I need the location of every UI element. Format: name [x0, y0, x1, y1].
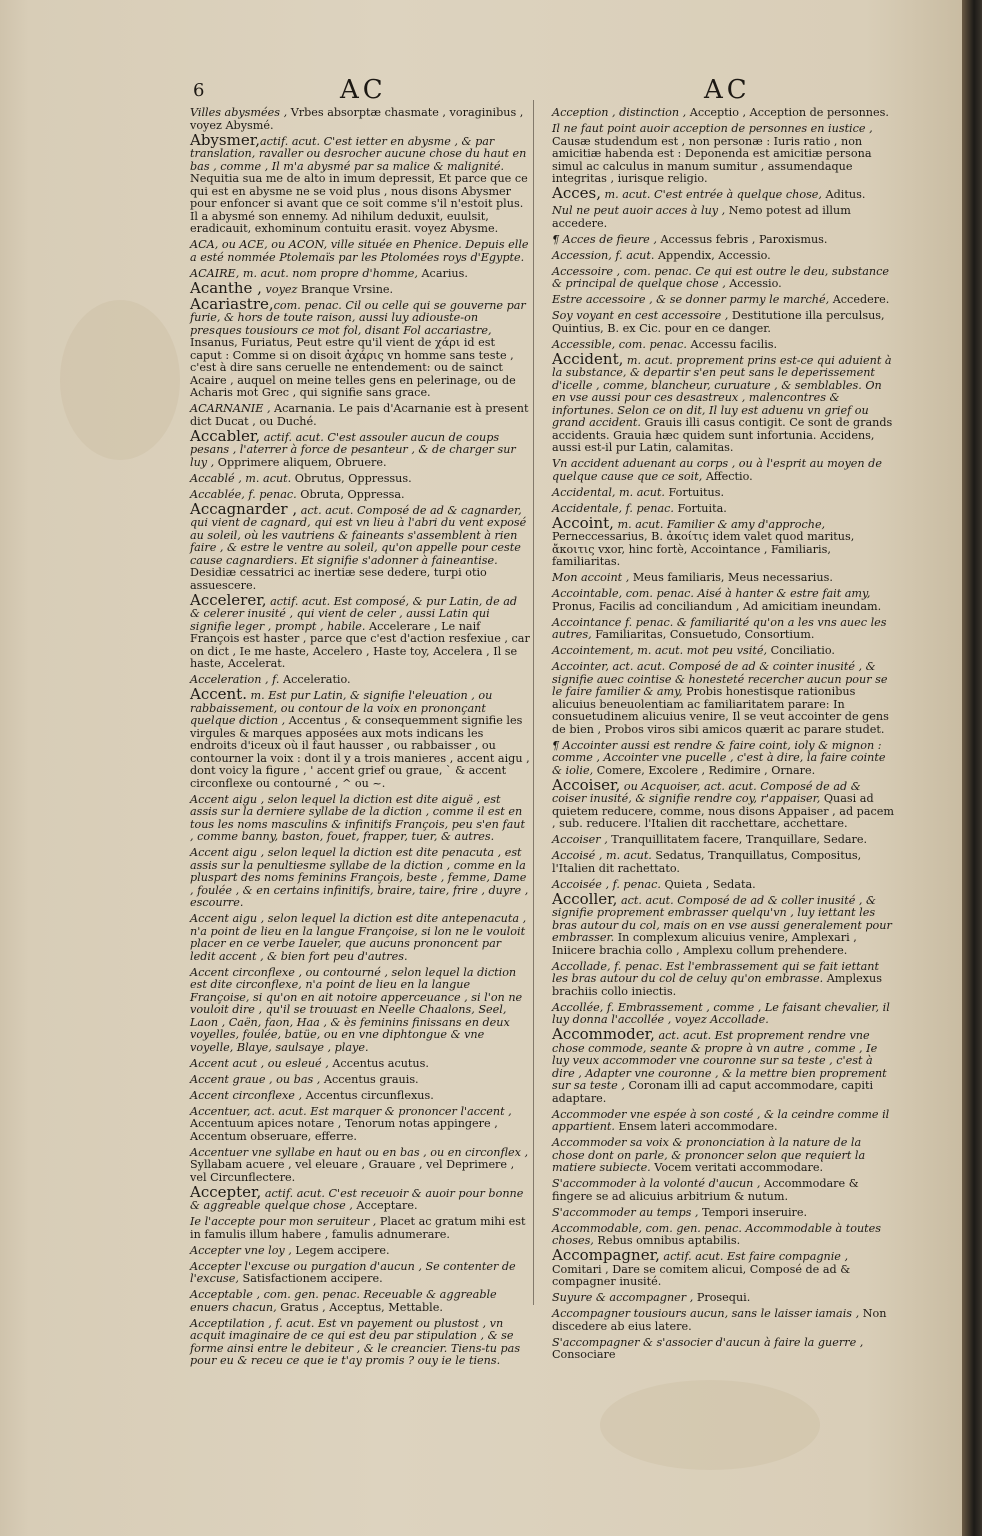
- latin-gloss: Quieta , Sedata.: [660, 877, 756, 891]
- french-gloss: Villes abysmées ,: [190, 106, 288, 119]
- french-gloss: ¶ Acces de fieure ,: [552, 232, 657, 246]
- page-number: 6: [193, 80, 205, 101]
- dictionary-entry: [540, 738, 896, 778]
- latin-gloss: Accedere.: [829, 293, 890, 306]
- dictionary-entry: [178, 685, 530, 790]
- french-gloss: Accepter l'excuse ou purgation d'aucun , Se contenter de l'excuse,: [190, 1259, 516, 1285]
- latin-gloss: Accentuum apices notare , Tenorum notas appingere , Accentum obseruare, efferre.: [190, 1117, 498, 1143]
- latin-gloss: Non discedere ab eius latere.: [552, 1307, 887, 1333]
- latin-gloss: Tempori inseruire.: [698, 1205, 808, 1219]
- dictionary-entry: [540, 513, 896, 569]
- dictionary-entry: [540, 456, 896, 483]
- latin-gloss: Nemo potest ad illum accedere.: [552, 204, 851, 230]
- french-gloss: Accent aigu , selon lequel la diction est dite antepenacuta , n'a point de lieu en la langue Françoise, si lon ne le vouloit placer en ce verbe Iaueler, que aucuns prononcent par ledit accent , & bien fort peu d'autres.: [190, 912, 527, 963]
- headword: Accelerer,: [190, 590, 267, 609]
- latin-gloss: Acarius.: [417, 266, 468, 280]
- latin-gloss: Aditus.: [822, 188, 866, 201]
- french-gloss: ACARNANIE ,: [190, 402, 271, 415]
- latin-gloss: Sedatus, Tranquillatus, Compositus, l'Italien dit rachettato.: [552, 849, 862, 875]
- french-gloss: Accollée, f. Embrassement , comme , Le faisant chevalier, il luy donna l'accollée , voyez Accollade.: [552, 1000, 890, 1026]
- latin-gloss: Comitari , Dare se comitem alicui, Composé de ad & compagner inusité.: [552, 1262, 851, 1288]
- headword: Accommoder,: [552, 1025, 655, 1043]
- latin-gloss: Insanus, Furiatus, Peut estre qu'il vient de χάρι id est caput : Comme si on disoit ἀχάρις vn homme sans teste , c'est à dire sans ceruelle ne entendement: ou de sainct Acaire , auquel on meine telles gens en pelerinage, ou de Acharis mot Grec , qui signifie sans grace.: [190, 336, 516, 399]
- headword: Accagnarder ,: [190, 499, 298, 518]
- headword: Acanthe ,: [190, 278, 262, 297]
- french-gloss: Accoiser ,: [552, 833, 608, 846]
- latin-gloss: Familiaritas, Consuetudo, Consortium.: [591, 628, 815, 641]
- dictionary-entry: [540, 848, 896, 875]
- latin-gloss: Rebus omnibus aptabilis.: [593, 1234, 741, 1247]
- headword: Accent.: [190, 685, 247, 703]
- headword: Acces,: [552, 184, 601, 202]
- dictionary-entry: [178, 1145, 530, 1185]
- latin-gloss: Causæ studendum est , non personæ : Iuris ratio , non amicitiæ habenda est : Deponenda est amicitiæ persona simul ac calculus in manum sumitur , assumendaque integritas , iurisque religio.: [552, 134, 872, 185]
- french-gloss: Soy voyant en cest accessoire ,: [552, 309, 729, 322]
- headword: Accepter,: [190, 1182, 262, 1201]
- french-gloss: Accommoder sa voix & prononciation à la nature de la chose dont on parle, & prononcer selon que requiert la matiere subiecte.: [552, 1136, 866, 1174]
- dictionary-entry: [178, 1287, 530, 1314]
- latin-gloss: Vrbes absorptæ chasmate , voraginibus , voyez Abysmé.: [190, 106, 524, 132]
- latin-gloss: Accessus febris , Paroxismus.: [656, 232, 828, 246]
- french-gloss: ACA, ou ACE, ou ACON, ville située en Phenice. Depuis elle a esté nommée Ptolemaïs par les Ptolomées roys d'Egypte.: [190, 238, 529, 264]
- dictionary-entry: [540, 832, 896, 847]
- headword: Acariastre,: [190, 294, 274, 313]
- dictionary-entry: [540, 775, 896, 831]
- latin-gloss: Obruta, Oppressa.: [296, 487, 405, 501]
- dictionary-entry: [178, 105, 530, 132]
- latin-gloss: Branque Vrsine.: [297, 282, 394, 296]
- french-gloss: S'accompagner & s'associer d'aucun à faire la guerre ,: [552, 1335, 864, 1349]
- dictionary-entry: [540, 121, 896, 186]
- french-gloss: Accablée, f. penac.: [190, 487, 297, 501]
- latin-gloss: Vocem veritati accommodare.: [650, 1161, 824, 1174]
- latin-gloss: Fortuitus.: [664, 485, 725, 499]
- french-gloss: Nul ne peut auoir acces à luy ,: [552, 204, 726, 217]
- dictionary-entry: [540, 643, 896, 658]
- dictionary-entry: [540, 1221, 896, 1248]
- headword: Accompagner,: [552, 1246, 660, 1264]
- headword: Accabler,: [190, 426, 261, 445]
- latin-gloss: Acarnania. Le pais d'Acarnanie est à present dict Ducat , ou Duché.: [190, 402, 529, 428]
- latin-gloss: Acceptio , Acception de personnes.: [686, 106, 889, 119]
- french-gloss: Accointable, com. penac. Aisé à hanter & estre fait amy,: [552, 587, 871, 600]
- running-header-left: AC: [340, 75, 387, 105]
- french-gloss: Accentuer vne syllabe en haut ou en bas , ou en circonflex ,: [190, 1145, 529, 1159]
- latin-gloss: Syllabam acuere , vel eleuare , Grauare , vel Deprimere , vel Circunflectere.: [190, 1158, 515, 1184]
- dictionary-entry: [540, 1290, 896, 1305]
- latin-gloss: Accommodare & fingere se ad alicuius arbitrium & nutum.: [552, 1177, 859, 1203]
- dictionary-entry: [540, 232, 896, 247]
- latin-gloss: Prosequi.: [693, 1291, 751, 1304]
- latin-gloss: Ensem lateri accommodare.: [614, 1120, 778, 1133]
- latin-gloss: Amplexus brachiis collo iniectis.: [552, 972, 883, 998]
- book-spine: [962, 0, 982, 1536]
- french-gloss: Mon accoint ,: [552, 571, 630, 584]
- dictionary-entry: [178, 845, 530, 910]
- headword: Accident,: [552, 349, 624, 368]
- dictionary-entry: [178, 401, 530, 428]
- french-gloss: act. acut. Composé de ad & coller inusité , & signifie proprement embrasser quelqu'vn , luy iettant les bras autour du col, mais on en vse aussi generalement pour embrasser.: [552, 893, 892, 944]
- dictionary-entry: [178, 1104, 530, 1144]
- french-gloss: Accommoder vne espée à son costé , & la ceindre comme il appartient.: [552, 1107, 890, 1133]
- dictionary-entry: [178, 1088, 530, 1103]
- dictionary-entry: [540, 1205, 896, 1220]
- french-gloss: Acceleration , f.: [190, 673, 280, 686]
- french-gloss: Accentuer, act. acut. Est marquer & prononcer l'accent ,: [190, 1104, 512, 1118]
- latin-gloss: Obrutus, Oppressus.: [291, 471, 412, 485]
- french-gloss: Accablé , m. acut.: [190, 471, 292, 485]
- dictionary-entry: [178, 1182, 530, 1213]
- dictionary-entry: [540, 1335, 896, 1362]
- dictionary-entry: [178, 471, 530, 486]
- dictionary-entry: [540, 1306, 896, 1333]
- latin-gloss: Perneccessarius, B. ἀκοίτις idem valet quod maritus, ἄκοιτις vxor, hinc fortè, Accointance , Familiaris, familiaritas.: [552, 530, 855, 568]
- dictionary-entry: [540, 485, 896, 500]
- dictionary-entry: [540, 264, 896, 291]
- latin-gloss: Legem accipere.: [291, 1243, 390, 1257]
- dictionary-entry: [540, 184, 896, 202]
- french-gloss: Accent circonflexe , ou contourné , selon lequel la diction est dite circonflexe, n'a point de lieu en la langue Françoise, si qu'on en ait notoire apperceuance , si l'on ne vouloit dire , qu'il se trouuast en Neelle Chaalons, Seel, Laon , Caën, faon, Haa , & ès feminins finissans en deux voyelles, foulée, batüe, ou en vne diphtongue & vne voyelle, Blaye, saulsaye , playe.: [190, 965, 523, 1054]
- french-gloss: Accollade, f. penac. Est l'embrassement qui se fait iettant les bras autour du col de celuy qu'on embrasse.: [552, 959, 879, 985]
- dictionary-entry: [540, 308, 896, 335]
- dictionary-entry: [178, 911, 530, 963]
- headword: Accoller,: [552, 889, 618, 908]
- latin-gloss: Pronus, Facilis ad conciliandum , Ad amicitiam ineundam.: [552, 599, 882, 613]
- dictionary-entry: [178, 1056, 530, 1071]
- french-gloss: voyez: [261, 282, 298, 296]
- latin-gloss: Nequitia sua me de alto in imum depressit, Et parce que ce qui est en abysme ne se void plus , nous disons Abysmer pour enfoncer si avant que ce soit comme s'il n'estoit plus. Il a abysmé son ennemy. Ad nihilum deduxit, euulsit, eradicauit, exhominum contuitu erasit. voyez Abysme.: [190, 172, 528, 235]
- dictionary-entry: [178, 1072, 530, 1087]
- latin-gloss: Grauis illi casus contigit. Ce sont de grands accidents. Grauia hæc quidem sunt infortunia. Accidens, aussi est-il pur Latin, calamitas.: [552, 416, 893, 454]
- french-gloss: ou Acquoiser, act. acut. Composé de ad & coiser inusité, & signifie rendre coy, r'appaiser,: [552, 779, 861, 805]
- dictionary-entry: [178, 1214, 530, 1241]
- dictionary-entry: [540, 1025, 896, 1105]
- latin-gloss: Consociare: [552, 1348, 616, 1361]
- latin-gloss: Gratus , Acceptus, Mettable.: [276, 1300, 443, 1314]
- latin-gloss: Desidiæ cessatrici ac inertiæ sese dedere, turpi otio assuescere.: [190, 566, 487, 592]
- dictionary-entry: [540, 292, 896, 307]
- latin-gloss: Acceptare.: [352, 1199, 418, 1212]
- paper-stain: [600, 1380, 820, 1470]
- french-gloss: Acceptilation , f. acut. Est vn payement ou plustost , vn acquit imaginaire de ce qui est deu par stipulation , & se forme ainsi entre le debiteur , & le creancier. Tiens-tu pas pour eu & receu ce que ie t'ay promis ? ouy ie le tiens.: [190, 1316, 521, 1367]
- latin-gloss: Accentus , & consequemment signifie les virgules & marques apposées aux mots indicans les endroits d'iceux où il faut hausser , ou rabbaisser , ou contourner la voix : dont il y a trois manieres , accent aigu , dont voicy la figure , ' accent grief ou graue, ` & accent circonflexe ou contourné , ^ ou ~.: [190, 714, 530, 790]
- paper-stain: [60, 300, 180, 460]
- latin-gloss: Accentus acutus.: [328, 1056, 429, 1070]
- dictionary-entry: [540, 1176, 896, 1203]
- latin-gloss: Conciliatio.: [767, 644, 835, 657]
- french-gloss: actif. acut. C'est receuoir & auoir pour bonne & aggreable quelque chose ,: [190, 1186, 524, 1212]
- french-gloss: Acception , distinction ,: [552, 106, 687, 119]
- french-gloss: Accointance f. penac. & familiarité qu'on a les vns auec les autres,: [552, 615, 887, 641]
- french-gloss: ACAIRE, m. acut. nom propre d'homme,: [190, 266, 418, 280]
- dictionary-entry: [178, 294, 530, 400]
- dictionary-entry: [540, 1246, 896, 1289]
- latin-gloss: Affectio.: [702, 469, 753, 483]
- latin-gloss: Fortuita.: [674, 501, 727, 515]
- french-gloss: actif. acut. Est faire compagnie ,: [659, 1250, 849, 1263]
- dictionary-entry: [540, 105, 896, 120]
- dictionary-entry: [540, 1135, 896, 1175]
- dictionary-entry: [178, 590, 530, 671]
- french-gloss: Accent graue , ou bas ,: [190, 1072, 321, 1086]
- latin-gloss: Opprimere aliquem, Obruere.: [214, 455, 387, 469]
- headword: Accoint,: [552, 513, 614, 532]
- latin-gloss: Satisfactionem accipere.: [238, 1272, 383, 1285]
- french-gloss: ¶ Accointer aussi est rendre & faire coint, ioly & mignon : comme , Accointer vne pucelle , c'est à dire, la faire cointe & iolie,: [552, 738, 886, 777]
- french-gloss: Accommodable, com. gen. penac. Accommodable à toutes choses,: [552, 1221, 882, 1247]
- dictionary-entry: [540, 586, 896, 613]
- dictionary-entry: [178, 237, 530, 264]
- dictionary-entry: [178, 130, 530, 236]
- french-gloss: Acceptable , com. gen. penac. Receuable & aggreable enuers chacun,: [190, 1288, 497, 1314]
- latin-gloss: Accessu facilis.: [686, 337, 778, 351]
- latin-gloss: Appendix, Accessio.: [654, 248, 771, 262]
- french-gloss: com. penac. Cil ou celle qui se gouverne par furie, & hors de toute raison, aussi luy adiouste-on presques tousiours ce mot fol, disant Fol accariastre,: [190, 298, 526, 337]
- headword: Accoiser,: [552, 775, 621, 794]
- french-gloss: Accent aigu , selon lequel la diction est dite aiguë , est assis sur la derniere syllabe de la diction , comme il est en tous les noms masculins & infinitifs François, peu s'en faut , comme banny, baston, fouet, frapper, tuer, & autres.: [190, 792, 525, 843]
- latin-gloss: Coronam illi ad caput accommodare, capiti adaptare.: [552, 1079, 874, 1105]
- latin-gloss: Destitutione illa perculsus, Quintius, B. ex Cic. pour en ce danger.: [552, 309, 885, 335]
- latin-gloss: Accentus grauis.: [320, 1072, 419, 1086]
- dictionary-entry: [178, 426, 530, 470]
- french-gloss: m. acut. C'est entrée à quelque chose,: [600, 188, 822, 201]
- latin-gloss: Accelerare , Le naif François est haster , parce que c'est d'action resfexiue , car on dict , Ie me haste, Accelero , Haste toy, Accelera , Il se haste, Accelerat.: [190, 619, 530, 670]
- headword: Abysmer,: [190, 130, 260, 149]
- dictionary-entry: [540, 615, 896, 642]
- french-gloss: m. acut. Familier & amy d'approche,: [613, 517, 826, 531]
- french-gloss: Estre accessoire , & se donner parmy le marché,: [552, 293, 830, 306]
- french-gloss: Accompagner tousiours aucun, sans le laisser iamais ,: [552, 1307, 860, 1320]
- dictionary-entry: [540, 889, 896, 958]
- latin-gloss: Meus familiaris, Meus necessarius.: [629, 571, 833, 584]
- french-gloss: Accessoire , com. penac. Ce qui est outre le deu, substance & principal de quelque chose ,: [552, 264, 889, 290]
- french-gloss: Accidentale, f. penac.: [552, 501, 674, 515]
- running-header-right: AC: [704, 75, 751, 105]
- french-gloss: act. acut. Composé de ad & cagnarder, qui vient de cagnard, qui est vn lieu à l'abri du vent exposé au soleil, où les vautriens & faineants s'assemblent à rien faire , & estre le ventre au soleil, qu'on appelle pour ceste cause cagnardiers. Et signifie s'adonner à faineantise.: [190, 503, 527, 567]
- french-gloss: Accointement, m. acut. mot peu vsité,: [552, 644, 768, 657]
- french-gloss: Accent aigu , selon lequel la diction est dite penacuta , est assis sur la penultiesme syllabe de la diction , comme en la pluspart des noms feminins François, beste , femme, Dame , foulée , & en certains infinitifs, braire, taire, frire , duyre , escourre.: [190, 846, 529, 909]
- french-gloss: Accoisé , m. acut.: [552, 849, 652, 862]
- french-gloss: Suyure & accompagner ,: [552, 1291, 694, 1304]
- french-gloss: Accessible, com. penac.: [552, 337, 687, 351]
- french-gloss: Il ne faut point auoir acception de personnes en iustice ,: [552, 122, 873, 135]
- left-column: [178, 105, 530, 1367]
- french-gloss: Vn accident aduenant au corps , ou à l'esprit au moyen de quelque cause que ce soit,: [552, 457, 882, 483]
- dictionary-entry: [540, 959, 896, 999]
- dictionary-entry: [178, 499, 530, 593]
- french-gloss: Accent acut , ou esleué ,: [190, 1056, 329, 1070]
- latin-gloss: Tranquillitatem facere, Tranquillare, Sedare.: [607, 833, 868, 846]
- french-gloss: Accent circonflexe ,: [190, 1088, 303, 1102]
- french-gloss: actif. acut. Est composé, & pur Latin, de ad & celerer inusité , qui vient de celer , aussi Latin qui signifie leger , prompt , habile.: [190, 594, 518, 633]
- right-column: [540, 105, 896, 1361]
- latin-gloss: In complexum alicuius venire, Amplexari , Iniicere brachia collo , Amplexu collum prehendere.: [552, 931, 857, 957]
- dictionary-entry: [540, 1107, 896, 1134]
- french-gloss: Accidental, m. acut.: [552, 485, 665, 499]
- latin-gloss: Placet ac gratum mihi est in famulis illum habere , famulis adnumerare.: [190, 1215, 526, 1241]
- latin-gloss: Acceleratio.: [279, 673, 351, 686]
- dictionary-entry: [540, 248, 896, 263]
- dictionary-entry: [178, 792, 530, 844]
- french-gloss: Accointer, act. acut. Composé de ad & cointer inusité , & signifie auec cointise & honesteté recercher aucun pour se le faire familier & amy,: [552, 660, 888, 698]
- dictionary-entry: [178, 1316, 530, 1368]
- french-gloss: Accepter vne loy ,: [190, 1243, 292, 1257]
- french-gloss: Ie l'accepte pour mon seruiteur ,: [190, 1215, 377, 1228]
- column-divider: [533, 100, 534, 1305]
- french-gloss: actif. acut. C'est ietter en abysme , & par translation, ravaller ou desrocher aucune chose du haut en bas , comme , Il m'a abysmé par sa malice & malignité.: [190, 134, 527, 173]
- latin-gloss: Comere, Excolere , Redimire , Ornare.: [593, 763, 816, 777]
- french-gloss: S'accommoder à la volonté d'aucun ,: [552, 1177, 761, 1190]
- dictionary-entry: [178, 1243, 530, 1258]
- latin-gloss: Quasi ad quietem reducere, comme, nous disons Appaiser , ad pacem , sub. reducere. l'Italien dit racchettare, acchettare.: [552, 792, 895, 830]
- french-gloss: m. Est pur Latin, & signifie l'eleuation , ou rabbaissement, ou contour de la voix en prononçant quelque diction ,: [190, 689, 493, 727]
- dictionary-entry: [540, 1000, 896, 1027]
- french-gloss: act. acut. Est proprement rendre vne chose commode, seante & propre à vn autre , comme , Ie luy veux accommoder vne couronne sur sa teste , c'est à dire , Adapter vne couronne , & la mettre bien proprement sur sa teste ,: [552, 1029, 887, 1092]
- dictionary-entry: [178, 965, 530, 1055]
- latin-gloss: Accentus circunflexus.: [302, 1088, 434, 1102]
- french-gloss: Accoisée , f. penac.: [552, 877, 661, 891]
- french-gloss: m. acut. proprement prins est-ce qui aduient à la substance, & departir s'en peut sans le deperissement d'icelle , comme, blancheur, curuature , & semblables. On en vse aussi pour ces desastreux , malencontres & infortunes. Selon ce on dit, Il luy est aduenu vn grief ou grand accident.: [552, 353, 892, 429]
- french-gloss: actif. acut. C'est assouler aucun de coups pesans , l'aterrer à force de pesanteur , & de charger sur luy ,: [190, 430, 516, 469]
- latin-gloss: Probis honestisque rationibus alicuius beneuolentiam ac familiaritatem parare: In consuetudinem alicuius venire, Il se veut accointer de gens de bien , Probos viros sibi amicos quærit ac parare studet.: [552, 685, 889, 736]
- dictionary-entry: [540, 659, 896, 736]
- dictionary-entry: [540, 349, 896, 455]
- dictionary-entry: [178, 1259, 530, 1286]
- dictionary-entry: [540, 570, 896, 585]
- latin-gloss: Accessio.: [725, 277, 782, 290]
- french-gloss: Accession, f. acut.: [552, 248, 655, 262]
- french-gloss: S'accommoder au temps ,: [552, 1205, 699, 1219]
- dictionary-entry: [540, 203, 896, 230]
